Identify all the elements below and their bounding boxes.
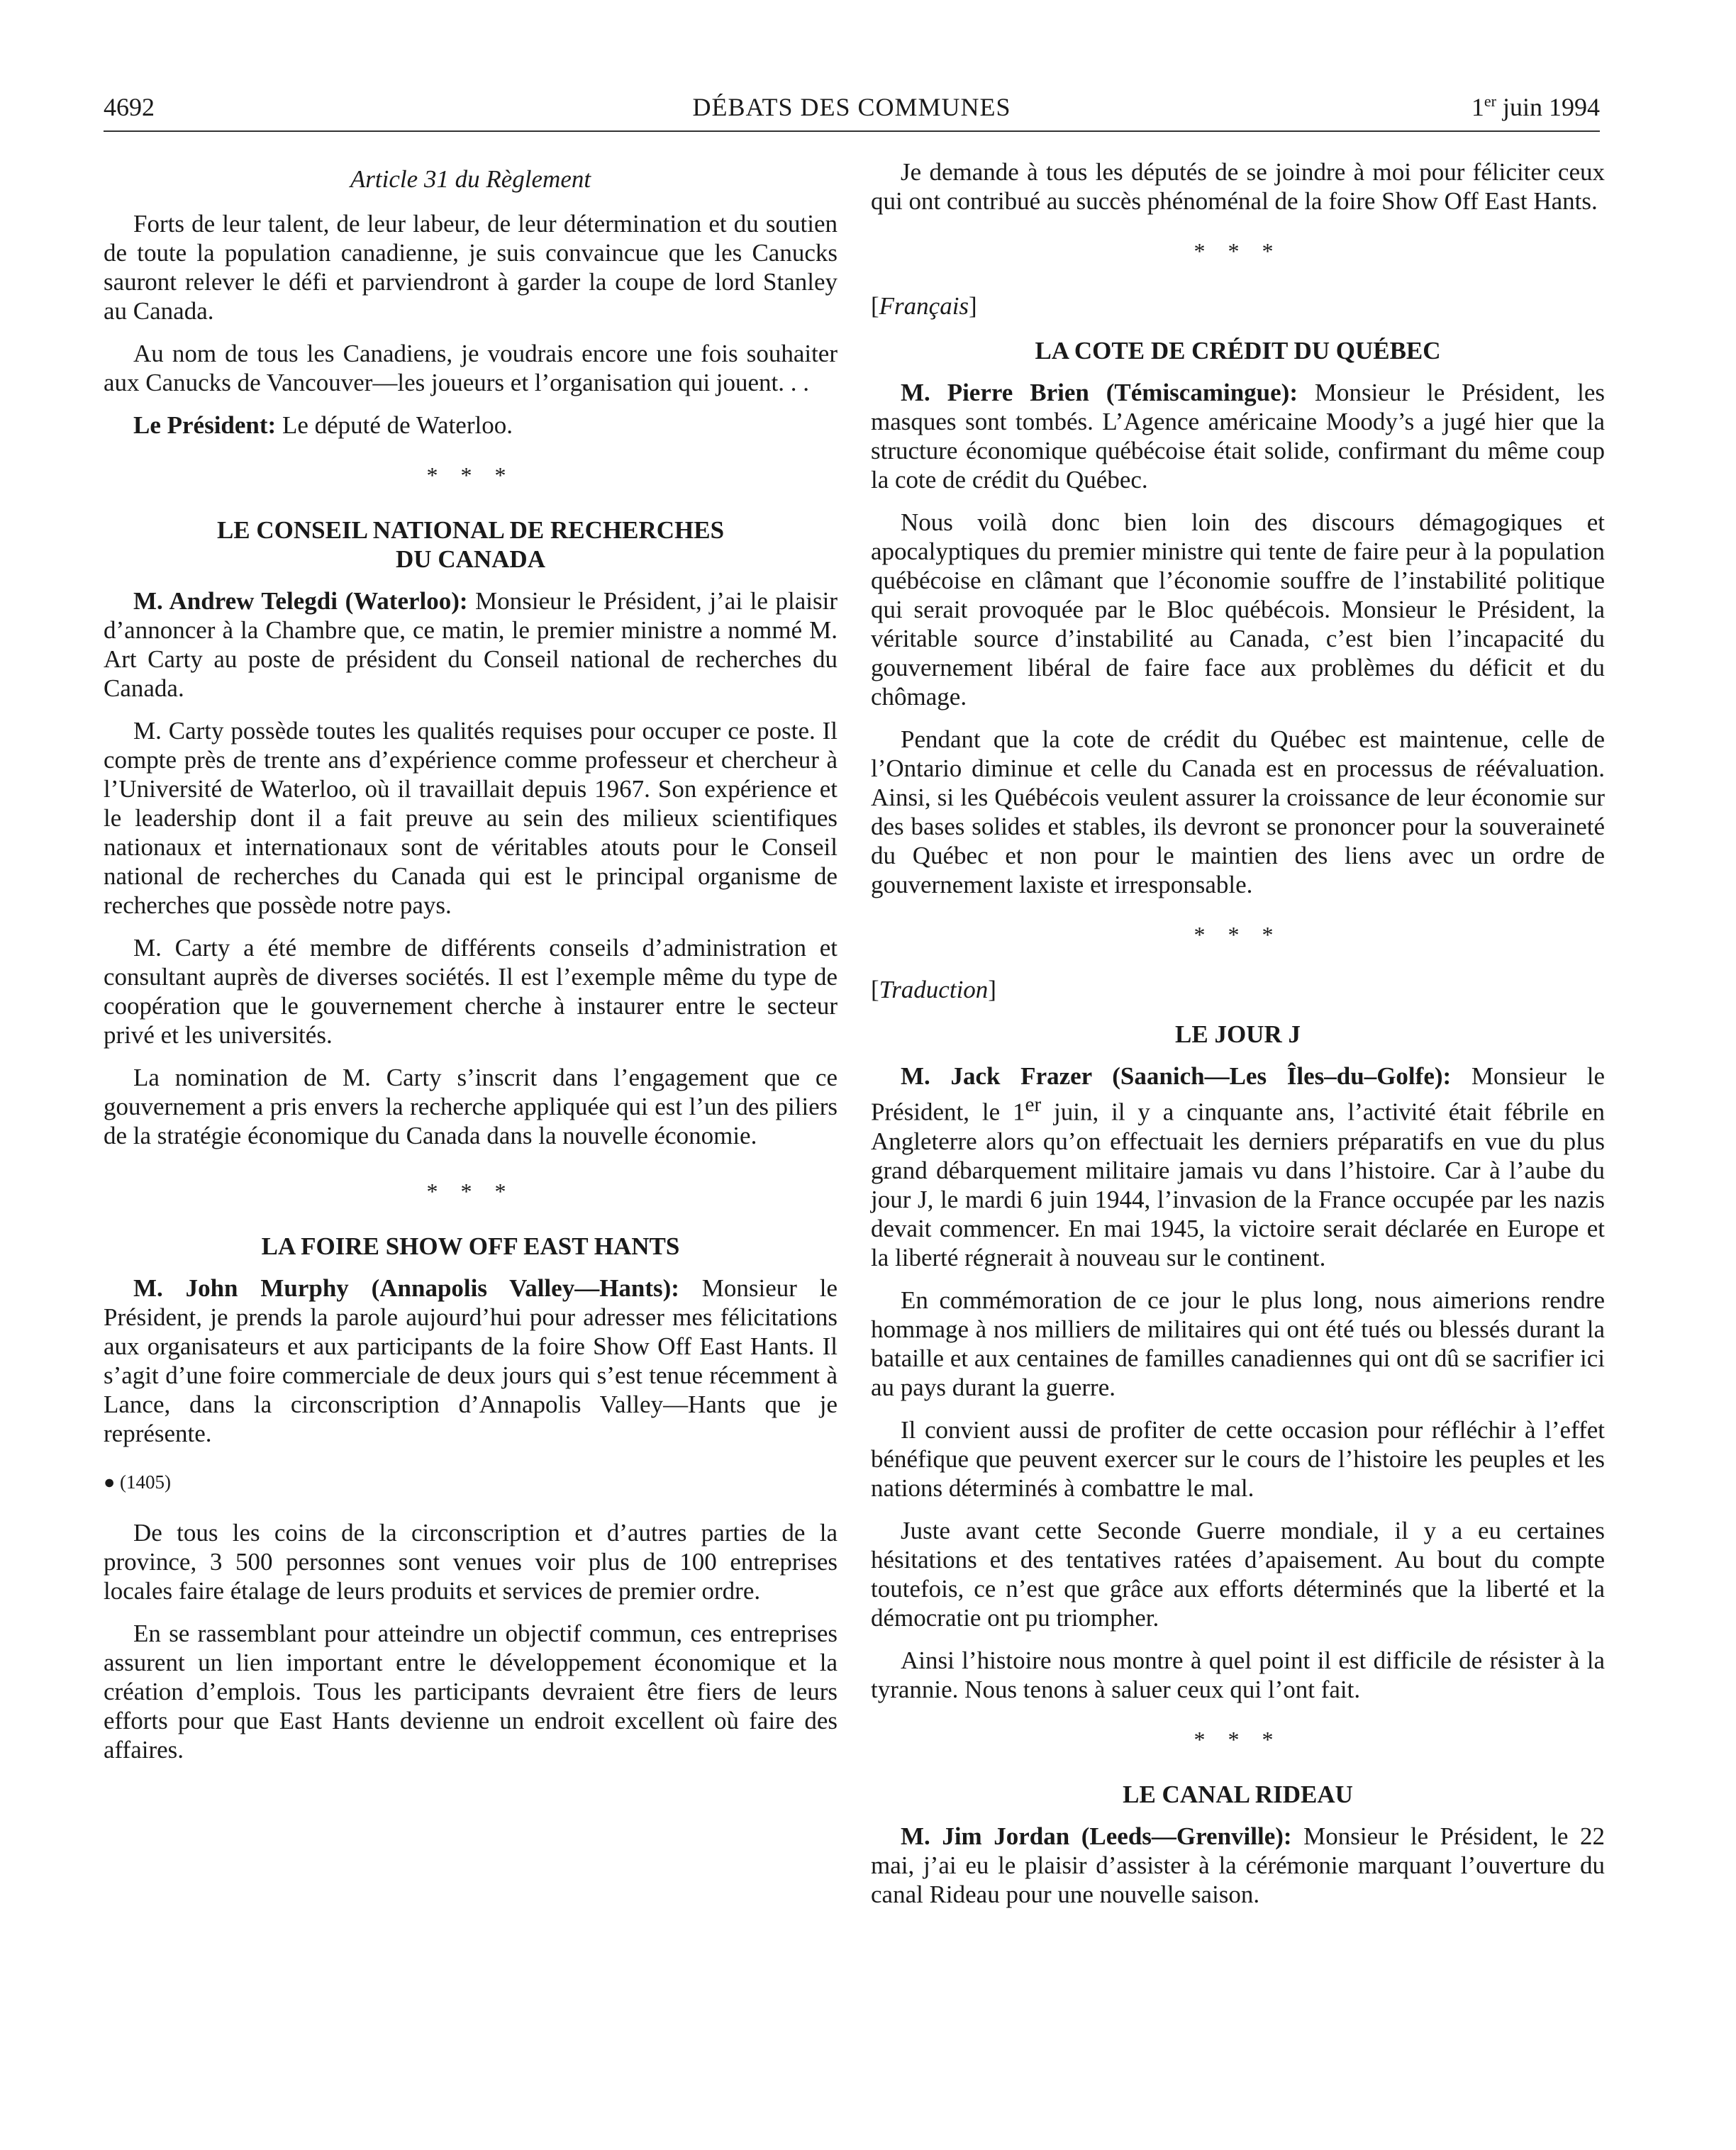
language-label: Traduction [879, 976, 989, 1003]
section-separator: * * * [1194, 1726, 1282, 1752]
paragraph: Ainsi l’histoire nous montre à quel point il est difficile de résister à la tyrannie. Nous tenons à saluer ceux qui l’ont fait. [871, 1646, 1605, 1703]
standing-order-line: Article 31 du Règlement [350, 165, 591, 193]
paragraph [104, 586, 838, 703]
language-marker: [Traduction] [871, 976, 996, 1003]
paragraph: En commémoration de ce jour le plus long, nous aimerions rendre hommage à nos milliers de militaires qui ont été tués ou blessés durant la bataille et aux centaines de familles canadiennes qui ont dû se sacrifier ici au pays durant la guerre. [871, 1286, 1605, 1401]
section-separator: * * * [1194, 922, 1282, 947]
section-heading: LA COTE DE CRÉDIT DU QUÉBEC [1035, 337, 1441, 364]
speech-text: Monsieur le Président, le 1 [871, 1062, 1605, 1126]
speech-text: Monsieur le Président, les masques sont tombés. L’Agence américaine Moody’s a jugé hier que la structure économique québécoise était solide, confirmant du même coup la cote de crédit du Québec. [871, 379, 1605, 494]
paragraph [871, 1062, 1605, 1272]
time-marker: ● (1405) [104, 1471, 172, 1493]
paragraph: La nomination de M. Carty s’inscrit dans l’engagement que ce gouvernement a pris envers la recherche appliquée qui est l’un des piliers de la stratégie économique du Canada dans la nouvelle économie. [104, 1064, 838, 1149]
speech-text: Monsieur le Président, le 22 mai, j’ai eu le plaisir d’assister à la cérémonie marquant l’ouverture du canal Rideau pour une nouvelle saison. [871, 1822, 1605, 1908]
page-date [1471, 92, 1600, 122]
left-column [104, 157, 838, 1778]
paragraph: Au nom de tous les Canadiens, je voudrais encore une fois souhaiter aux Canucks de Vancouver—les joueurs et l’organisation qui jouent. . . [104, 340, 838, 396]
right-column [871, 157, 1605, 1922]
paragraph: De tous les coins de la circonscription et d’autres parties de la province, 3 500 personnes sont venues voir plus de 100 entreprises locales faire étalage de leurs produits et services de premier ordre. [104, 1519, 838, 1605]
speaker-name: M. Pierre Brien (Témiscamingue): [901, 379, 1298, 406]
speaker-name: M. John Murphy (Annapolis Valley—Hants): [133, 1274, 679, 1302]
section-heading: LE CANAL RIDEAU [1123, 1780, 1353, 1808]
date-day: 1 [1471, 93, 1484, 121]
paragraph [871, 1822, 1605, 1909]
paragraph: Juste avant cette Seconde Guerre mondiale, il y a eu certaines hésitations et des tentatives ratées d’apaisement. Au bout du compte toutefois, ce n’est que grâce aux efforts déterminés que la liberté et la démocratie ont pu triompher. [871, 1516, 1605, 1632]
speaker-name: Le Président: [133, 411, 277, 439]
speaker-name: M. Andrew Telegdi (Waterloo): [133, 587, 468, 615]
paragraph: Pendant que la cote de crédit du Québec est maintenue, celle de l’Ontario diminue et celle du Canada est en processus de réévaluation. Ainsi, si les Québécois veulent assurer la croissance de leur économie sur des bases solides et stables, ils devront se prononcer pour la souveraineté du Québec et non pour le maintien des liens avec un ordre de gouvernement laxiste et irresponsable. [871, 725, 1605, 898]
speech-text: juin, il y a cinquante ans, l’activité était fébrile en Angleterre alors qu’on effectuait les derniers préparatifs en vue du plus grand débarquement militaire jamais vu dans l’histoire. Car à l’aube du jour J, le mardi 6 juin 1944, l’invasion de la France occupée par les nazis devait commencer. En mai 1945, la victoire serait déclarée en Europe et la liberté régnerait à nouveau sur le continent. [871, 1098, 1605, 1271]
paragraph: Je demande à tous les députés de se joindre à moi pour féliciter ceux qui ont contribué au succès phénoménal de la foire Show Off East Hants. [871, 158, 1605, 215]
date-superscript: er [1484, 92, 1496, 110]
language-marker: [Français] [871, 292, 977, 320]
date-rest: juin 1994 [1496, 93, 1600, 121]
paragraph [104, 1274, 838, 1448]
page-number: 4692 [104, 93, 155, 121]
section-separator: * * * [426, 462, 515, 488]
speech-text: Monsieur le Président, j’ai le plaisir d’annoncer à la Chambre que, ce matin, le premier ministre a nommé M. Art Carty au poste de président du Conseil national de recherches du Canada. [104, 587, 838, 702]
paragraph [104, 411, 838, 440]
paragraph: Il convient aussi de profiter de cette occasion pour réfléchir à l’effet bénéfique que peuvent exercer sur le cours de l’histoire les peuples et les nations déterminés à combattre le mal. [871, 1415, 1605, 1502]
section-separator: * * * [426, 1179, 515, 1204]
speaker-name: M. Jack Frazer (Saanich—Les Îles–du–Golfe): [901, 1062, 1452, 1090]
heading-line: DU CANADA [396, 545, 545, 573]
publication-title: DÉBATS DES COMMUNES [692, 93, 1011, 121]
section-separator: * * * [1194, 238, 1282, 264]
heading-line: LE CONSEIL NATIONAL DE RECHERCHES [216, 516, 725, 544]
paragraph: En se rassemblant pour atteindre un objectif commun, ces entreprises assurent un lien important entre le développement économique et la création d’emplois. Tous les participants devraient être fiers de leurs efforts pour que East Hants devienne un endroit excellent où faire des affaires. [104, 1620, 838, 1764]
paragraph: M. Carty a été membre de différents conseils d’administration et consultant auprès de diverses sociétés. Il est l’exemple même du type de coopération que le gouvernement cherche à instaurer entre le secteur privé et les universités. [104, 934, 838, 1049]
page-header [104, 87, 1600, 132]
paragraph: Nous voilà donc bien loin des discours démagogiques et apocalyptiques du premier ministre qui tente de faire peur à la population québécoise en clâmant que l’économie souffre de l’instabilité politique qui serait provoquée par le Bloc québécois. Monsieur le Président, la véritable source d’instabilité au Canada, c’est bien l’incapacité du gouvernement libéral de faire face aux problèmes du déficit et du chômage. [871, 508, 1605, 711]
speech-text: Monsieur le Président, je prends la parole aujourd’hui pour adresser mes félicitations aux organisateurs et aux participants de la foire Show Off East Hants. Il s’agit d’une foire commerciale de deux jours qui s’est tenue récemment à Lance, dans la circonscription d’Annapolis Valley—Hants que je représente. [104, 1274, 838, 1447]
section-heading: LE JOUR J [1175, 1020, 1301, 1048]
paragraph: Forts de leur talent, de leur labeur, de leur détermination et du soutien de toute la population canadienne, je suis convaincue que les Canucks sauront relever le défi et parviendront à garder la coupe de lord Stanley au Canada. [104, 210, 838, 325]
section-heading [104, 516, 838, 574]
paragraph: M. Carty possède toutes les qualités requises pour occuper ce poste. Il compte près de trente ans d’expérience comme professeur et chercheur à l’Université de Waterloo, où il travaillait depuis 1967. Son expérience et le leadership dont il a fait preuve au sein des milieux scientifiques nationaux et internationaux sont de véritables atouts pour le Conseil national de recherches du Canada qui est le principal organisme de recherches que possède notre pays. [104, 717, 838, 919]
speech-text: Le député de Waterloo. [276, 411, 513, 439]
ordinal-superscript: er [1025, 1093, 1042, 1116]
speaker-name: M. Jim Jordan (Leeds—Grenville): [901, 1822, 1292, 1850]
language-label: Français [879, 292, 969, 320]
section-heading: LA FOIRE SHOW OFF EAST HANTS [261, 1232, 680, 1260]
paragraph [871, 378, 1605, 494]
